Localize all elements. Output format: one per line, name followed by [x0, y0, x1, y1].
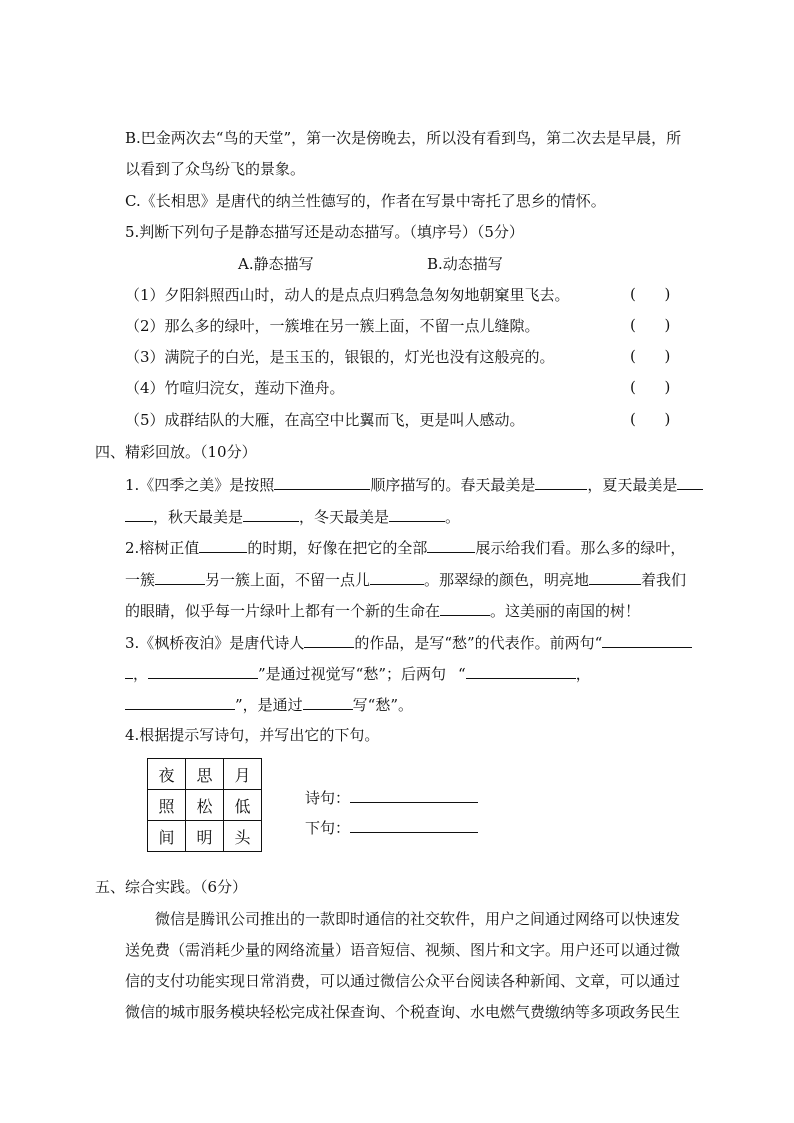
q3-text-h: 写“愁”。 — [352, 696, 414, 714]
q2-line-2 — [125, 569, 686, 590]
q5-item-2: （2）那么多的绿叶，一簇堆在另一簇上面，不留一点儿缝隙。 — [125, 317, 540, 335]
q3-blank-line-4[interactable] — [125, 694, 235, 710]
grid-cell: 松 — [186, 790, 224, 821]
q1-blank-summer-b[interactable] — [125, 506, 153, 522]
q1-blank-autumn[interactable] — [243, 506, 299, 522]
grid-cell: 照 — [148, 790, 186, 821]
q5-item-1: （1）夕阳斜照西山时，动人的是点点归鸦急急匆匆地朝窠里飞去。 — [125, 286, 570, 304]
q3-text-e: “ — [458, 665, 466, 683]
grid-cell: 月 — [224, 759, 262, 790]
passage-line: 微信的城市服务模块轻松完成社保查询、个税查询、水电燃气费缴纳等多项政务民生 — [125, 1003, 681, 1021]
q3-blank-line-1b[interactable] — [125, 663, 133, 679]
grid-cell: 夜 — [148, 759, 186, 790]
q3-blank-line-1a[interactable] — [602, 632, 692, 648]
q2-text-i: 。这美丽的南国的树！ — [490, 602, 641, 620]
q3-text-d: ”是通过视觉写“愁”；后两句 — [258, 665, 447, 683]
q3-text-g: ”，是通过 — [235, 696, 303, 714]
q3-line-3 — [125, 694, 413, 715]
q3-text-a: 3.《枫桥夜泊》是唐代诗人 — [125, 634, 305, 652]
q2-line-1 — [125, 537, 685, 558]
q1-text-b: 顺序描写的。春天最美是 — [370, 476, 536, 494]
q3-blank-poet[interactable] — [304, 632, 354, 648]
option-b-line-2: 以看到了众鸟纷飞的景象。 — [125, 160, 306, 178]
q2-blank-5[interactable] — [589, 569, 641, 585]
poem-label: 诗句： — [305, 789, 351, 807]
q5-item-5: （5）成群结队的大雁，在高空中比翼而飞，更是叫人感动。 — [125, 411, 525, 429]
q1-text-e: ，冬天最美是 — [299, 508, 390, 526]
q1-text-d: ，秋天最美是 — [153, 508, 244, 526]
q2-line-3 — [125, 600, 640, 621]
q2-blank-6[interactable] — [440, 600, 490, 616]
q3-blank-line-2[interactable] — [148, 663, 258, 679]
q2-text-a: 2.榕树正值 — [125, 539, 200, 557]
q5-item-4: （4）竹喧归浣女，莲动下渔舟。 — [125, 379, 345, 397]
next-line-answer-blank[interactable] — [350, 817, 478, 833]
q1-line-2 — [125, 506, 460, 527]
q3-line-2 — [125, 663, 591, 684]
q1-line-1 — [125, 474, 703, 495]
q2-text-f: 。那翠绿的颜色，明亮地 — [424, 571, 590, 589]
q1-text-f: 。 — [445, 508, 461, 526]
passage-line: 微信是腾讯公司推出的一款即时通信的社交软件，用户之间通过网络可以快速发 — [155, 910, 681, 928]
q1-blank-spring[interactable] — [535, 474, 587, 490]
passage-line: 信的支付功能实现日常消费，可以通过微信公众平台阅读各种新闻、文章，可以通过 — [125, 972, 681, 990]
q5-item-3: （3）满院子的白光，是玉玉的，银银的，灯光也没有这般亮的。 — [125, 348, 555, 366]
q3-text-f: ， — [575, 665, 591, 683]
q2-text-g: 着我们 — [641, 571, 687, 589]
q3-text-c: ， — [133, 665, 149, 683]
q2-blank-4[interactable] — [370, 569, 424, 585]
q3-blank-line-3[interactable] — [466, 663, 576, 679]
q5-option-a: A.静态描写 — [238, 255, 314, 273]
poem-answer-blank[interactable] — [350, 787, 478, 803]
q1-blank-order[interactable] — [274, 474, 370, 490]
section-4-heading: 四、精彩回放。（10分） — [95, 443, 257, 461]
q5-answer-paren-2[interactable]: ( ) — [630, 316, 671, 334]
q3-text-b: 的作品，是写“愁”的代表作。前两句“ — [354, 634, 603, 652]
q3-line-1 — [125, 632, 692, 653]
q2-text-e: 另一簇上面，不留一点儿 — [205, 571, 371, 589]
grid-cell: 头 — [224, 821, 262, 852]
q2-text-c: 展示给我们看。那么多的绿叶， — [475, 539, 686, 557]
q5-answer-paren-4[interactable]: ( ) — [630, 378, 671, 396]
q4-title: 4.根据提示写诗句，并写出它的下句。 — [125, 726, 380, 744]
q1-blank-winter[interactable] — [389, 506, 445, 522]
q1-text-a: 1.《四季之美》是按照 — [125, 476, 275, 494]
q5-answer-paren-5[interactable]: ( ) — [630, 410, 671, 428]
option-c: C.《长相思》是唐代的纳兰性德写的，作者在写景中寄托了思乡的情怀。 — [125, 192, 606, 210]
character-grid — [147, 758, 262, 852]
q3-blank-sense[interactable] — [303, 694, 353, 710]
next-line-row — [305, 817, 478, 838]
q2-blank-2[interactable] — [427, 537, 475, 553]
grid-cell: 低 — [224, 790, 262, 821]
q2-text-d: 一簇 — [125, 571, 156, 589]
q2-blank-1[interactable] — [199, 537, 247, 553]
q5-answer-paren-1[interactable]: ( ) — [630, 285, 671, 303]
q1-text-c: ，夏天最美是 — [587, 476, 678, 494]
option-b-line-1: B.巴金两次去“鸟的天堂”，第一次是傍晚去，所以没有看到鸟，第二次去是早晨，所 — [125, 129, 682, 147]
poem-line-row — [305, 787, 478, 808]
q2-text-b: 的时期，好像在把它的全部 — [247, 539, 428, 557]
grid-cell: 思 — [186, 759, 224, 790]
q2-blank-3[interactable] — [155, 569, 205, 585]
section-5-heading: 五、综合实践。（6分） — [95, 878, 248, 896]
q5-option-b: B.动态描写 — [427, 255, 503, 273]
grid-cell: 明 — [186, 821, 224, 852]
next-line-label: 下句： — [305, 819, 351, 837]
passage-line: 送免费（需消耗少量的网络流量）语音短信、视频、图片和文字。用户还可以通过微 — [125, 941, 681, 959]
q5-answer-paren-3[interactable]: ( ) — [630, 347, 671, 365]
question-5-title: 5.判断下列句子是静态描写还是动态描写。（填序号）（5分） — [125, 223, 524, 241]
q2-text-h: 的眼睛，似乎每一片绿叶上都有一个新的生命在 — [125, 602, 441, 620]
q1-blank-summer-a[interactable] — [677, 474, 703, 490]
grid-cell: 间 — [148, 821, 186, 852]
